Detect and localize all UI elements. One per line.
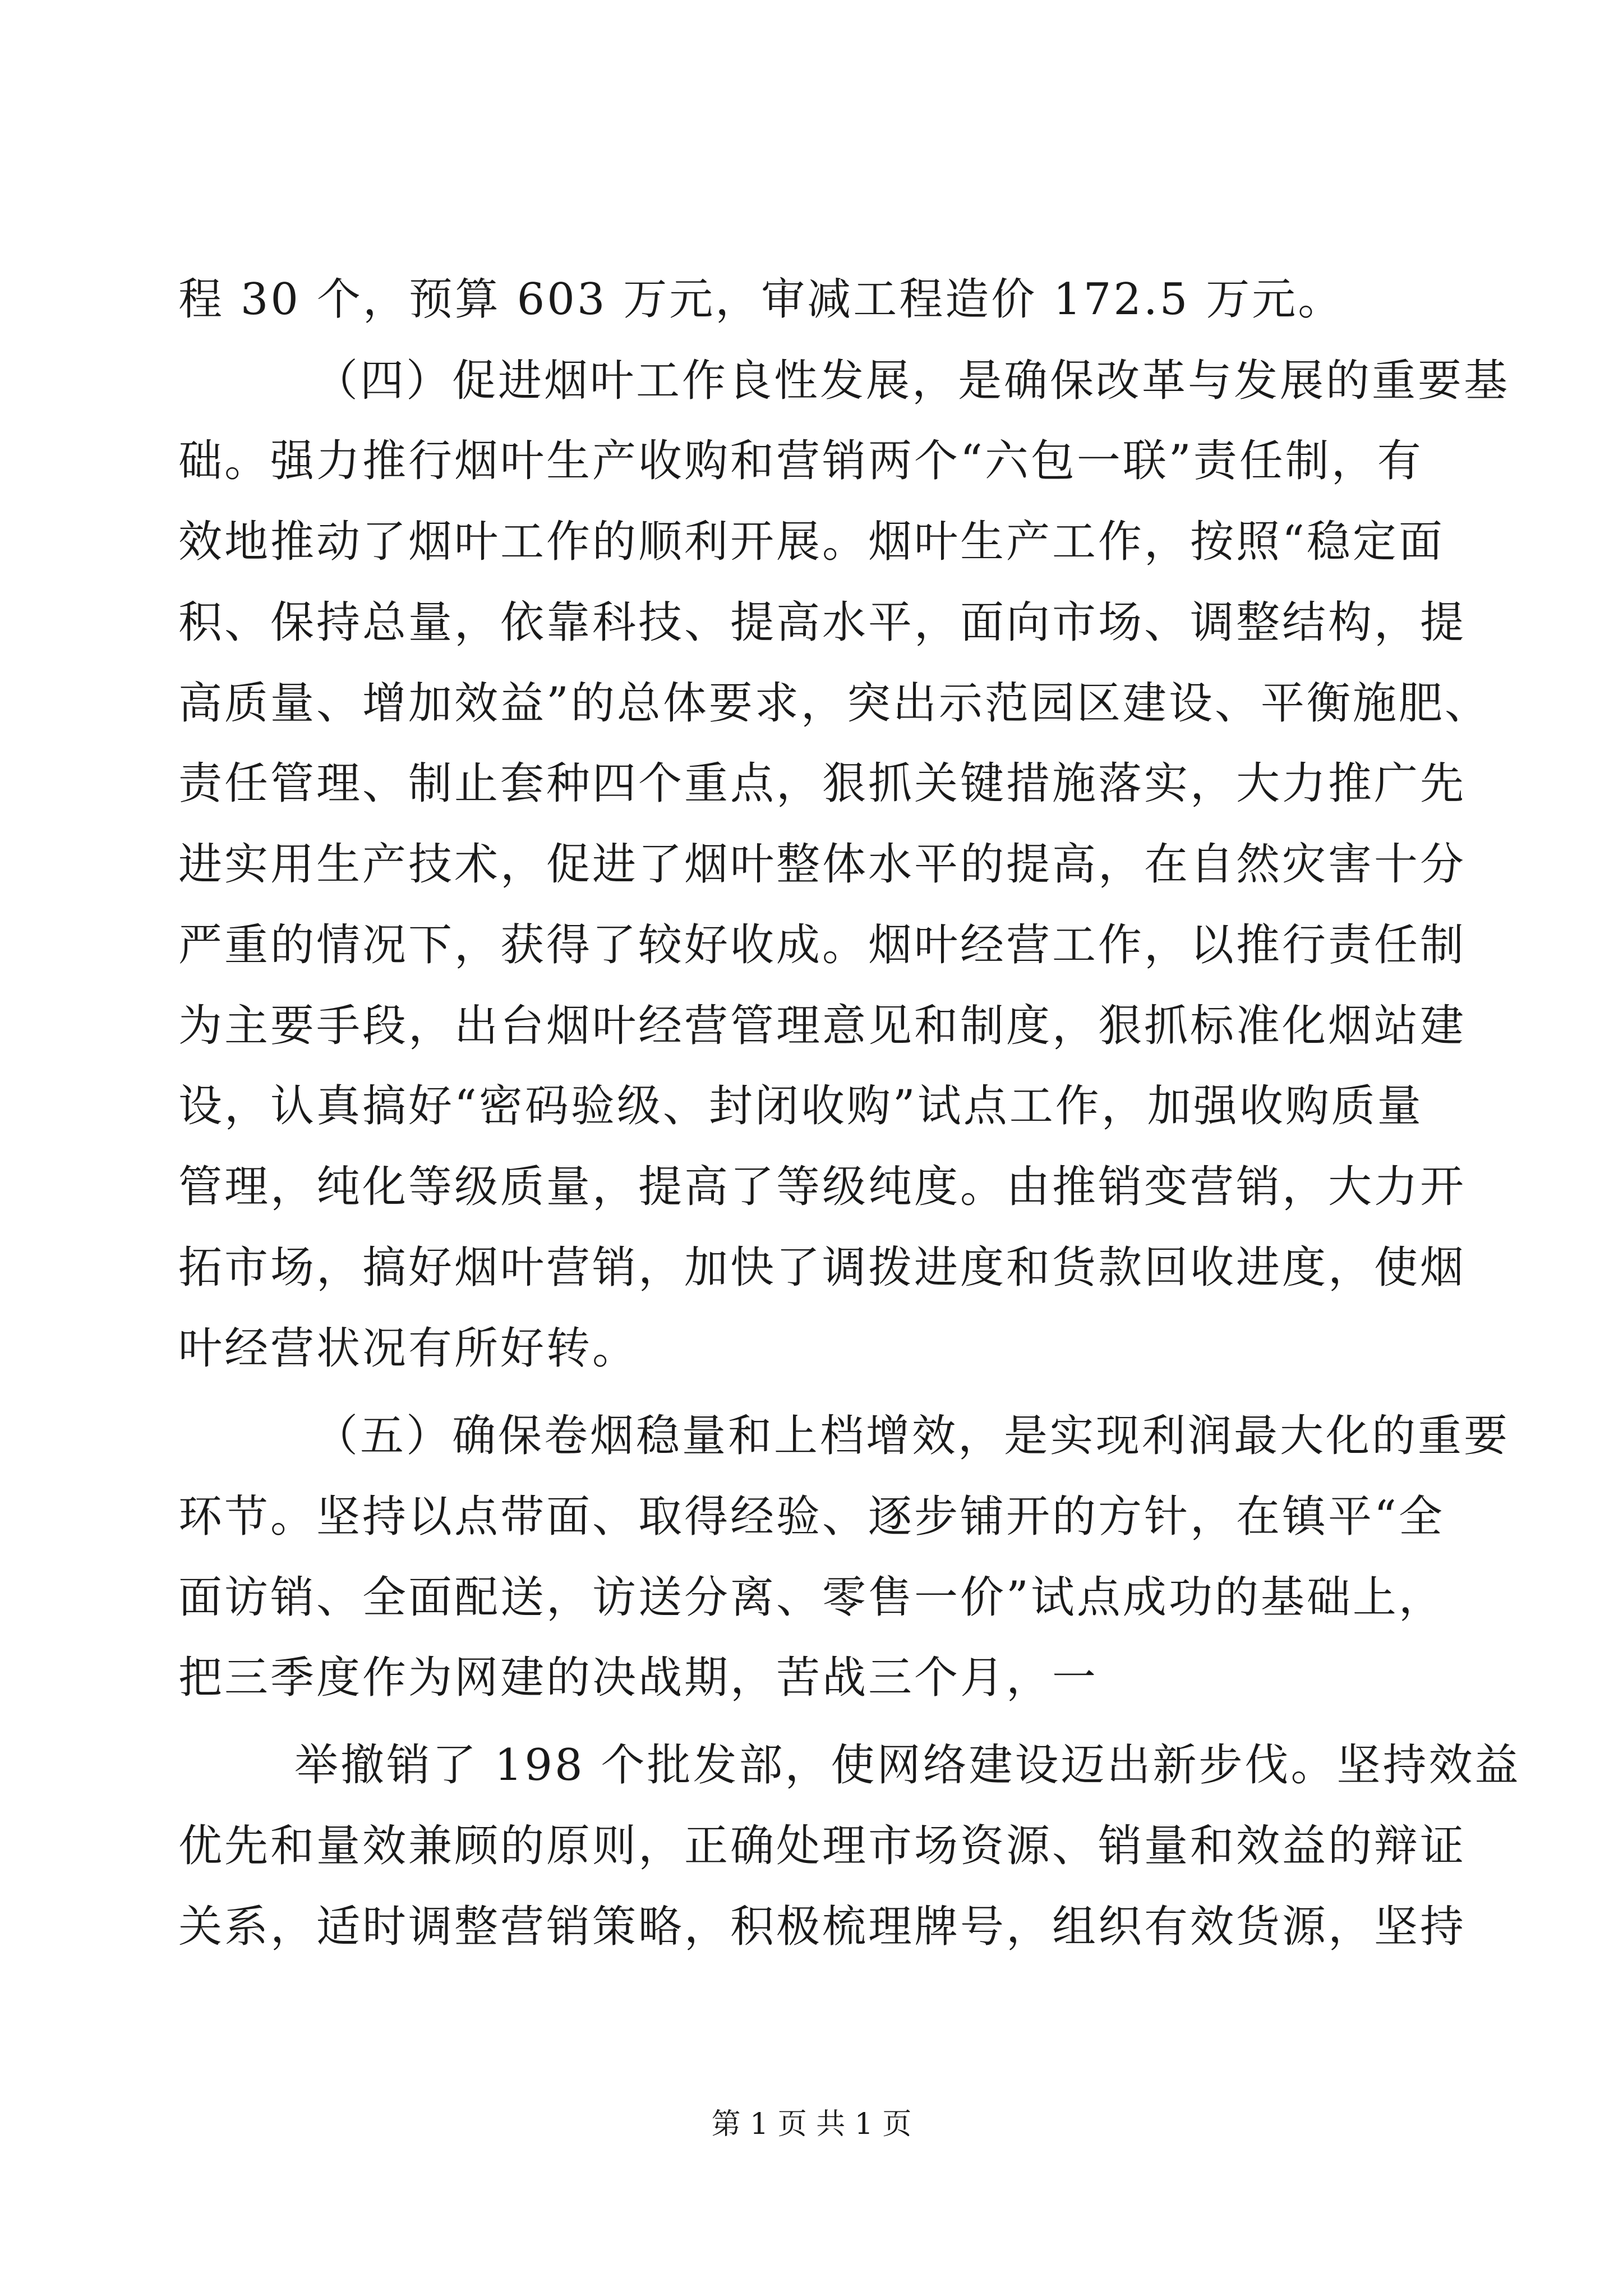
line-text: 效地推动了烟叶工作的顺利开展。烟叶生产工作，按照“稳定面: [178, 517, 1445, 567]
text-line: [0, 1078, 1623, 1134]
line-text: 责任管理、制止套种四个重点，狠抓关键措施落实，大力推广先: [178, 758, 1467, 809]
line-text: 优先和量效兼顾的原则，正确处理市场资源、销量和效益的辩证: [178, 1821, 1467, 1871]
text-line: [0, 595, 1623, 651]
text-line: [0, 1320, 1623, 1377]
text-line: [0, 1159, 1623, 1215]
text-line: [0, 353, 1623, 409]
text-line: [0, 433, 1623, 489]
text-line: [0, 836, 1623, 892]
text-line: [0, 1240, 1623, 1296]
line-text: 面访销、全面配送，访送分离、零售一价”试点成功的基础上，: [178, 1572, 1445, 1623]
text-line: [0, 756, 1623, 812]
line-text: 设，认真搞好“密码验级、封闭收购”试点工作，加强收购质量: [178, 1081, 1423, 1131]
line-text: （四）促进烟叶工作良性发展，是确保改革与发展的重要基: [314, 356, 1510, 406]
line-text: 举撤销了 198 个批发部，使网络建设迈出新步伐。坚持效益: [294, 1740, 1521, 1791]
line-text: 为主要手段，出台烟叶经营管理意见和制度，狠抓标准化烟站建: [178, 1001, 1467, 1051]
line-text: 把三季度作为网建的决战期，苦战三个月，一: [178, 1653, 1099, 1703]
line-text: 严重的情况下，获得了较好收成。烟叶经营工作，以推行责任制: [178, 920, 1467, 970]
line-text: 叶经营状况有所好转。: [178, 1323, 639, 1374]
text-line: [0, 998, 1623, 1054]
text-line: [0, 1818, 1623, 1874]
page-footer: [0, 2105, 1623, 2144]
line-text: 积、保持总量，依靠科技、提高水平，面向市场、调整结构，提: [178, 597, 1467, 648]
text-line: [0, 1408, 1623, 1464]
text-line: [0, 1570, 1623, 1626]
text-line: [0, 1737, 1623, 1793]
line-text: 高质量、增加效益”的总体要求，突出示范园区建设、平衡施肥、: [178, 678, 1491, 729]
text-line: [0, 272, 1623, 328]
text-line: [0, 1489, 1623, 1545]
line-text: 关系，适时调整营销策略，积极梳理牌号，组织有效货源，坚持: [178, 1902, 1467, 1952]
line-text: 进实用生产技术，促进了烟叶整体水平的提高，在自然灾害十分: [178, 839, 1467, 890]
line-text: （五）确保卷烟稳量和上档增效，是实现利润最大化的重要: [314, 1411, 1510, 1461]
line-text: 环节。坚持以点带面、取得经验、逐步铺开的方针，在镇平“全: [178, 1492, 1445, 1542]
page-number-label: 第 1 页 共 1 页: [711, 2108, 912, 2141]
line-text: 础。强力推行烟叶生产收购和营销两个“六包一联”责任制，有: [178, 436, 1423, 486]
text-line: [0, 1650, 1623, 1706]
text-line: [0, 514, 1623, 570]
text-line: [0, 917, 1623, 973]
text-line: [0, 675, 1623, 731]
line-text: 拓市场，搞好烟叶营销，加快了调拨进度和货款回收进度，使烟: [178, 1243, 1467, 1293]
text-line: [0, 1899, 1623, 1955]
line-text: 程 30 个，预算 603 万元，审减工程造价 172.5 万元。: [178, 274, 1344, 325]
line-text: 管理，纯化等级质量，提高了等级纯度。由推销变营销，大力开: [178, 1162, 1467, 1212]
